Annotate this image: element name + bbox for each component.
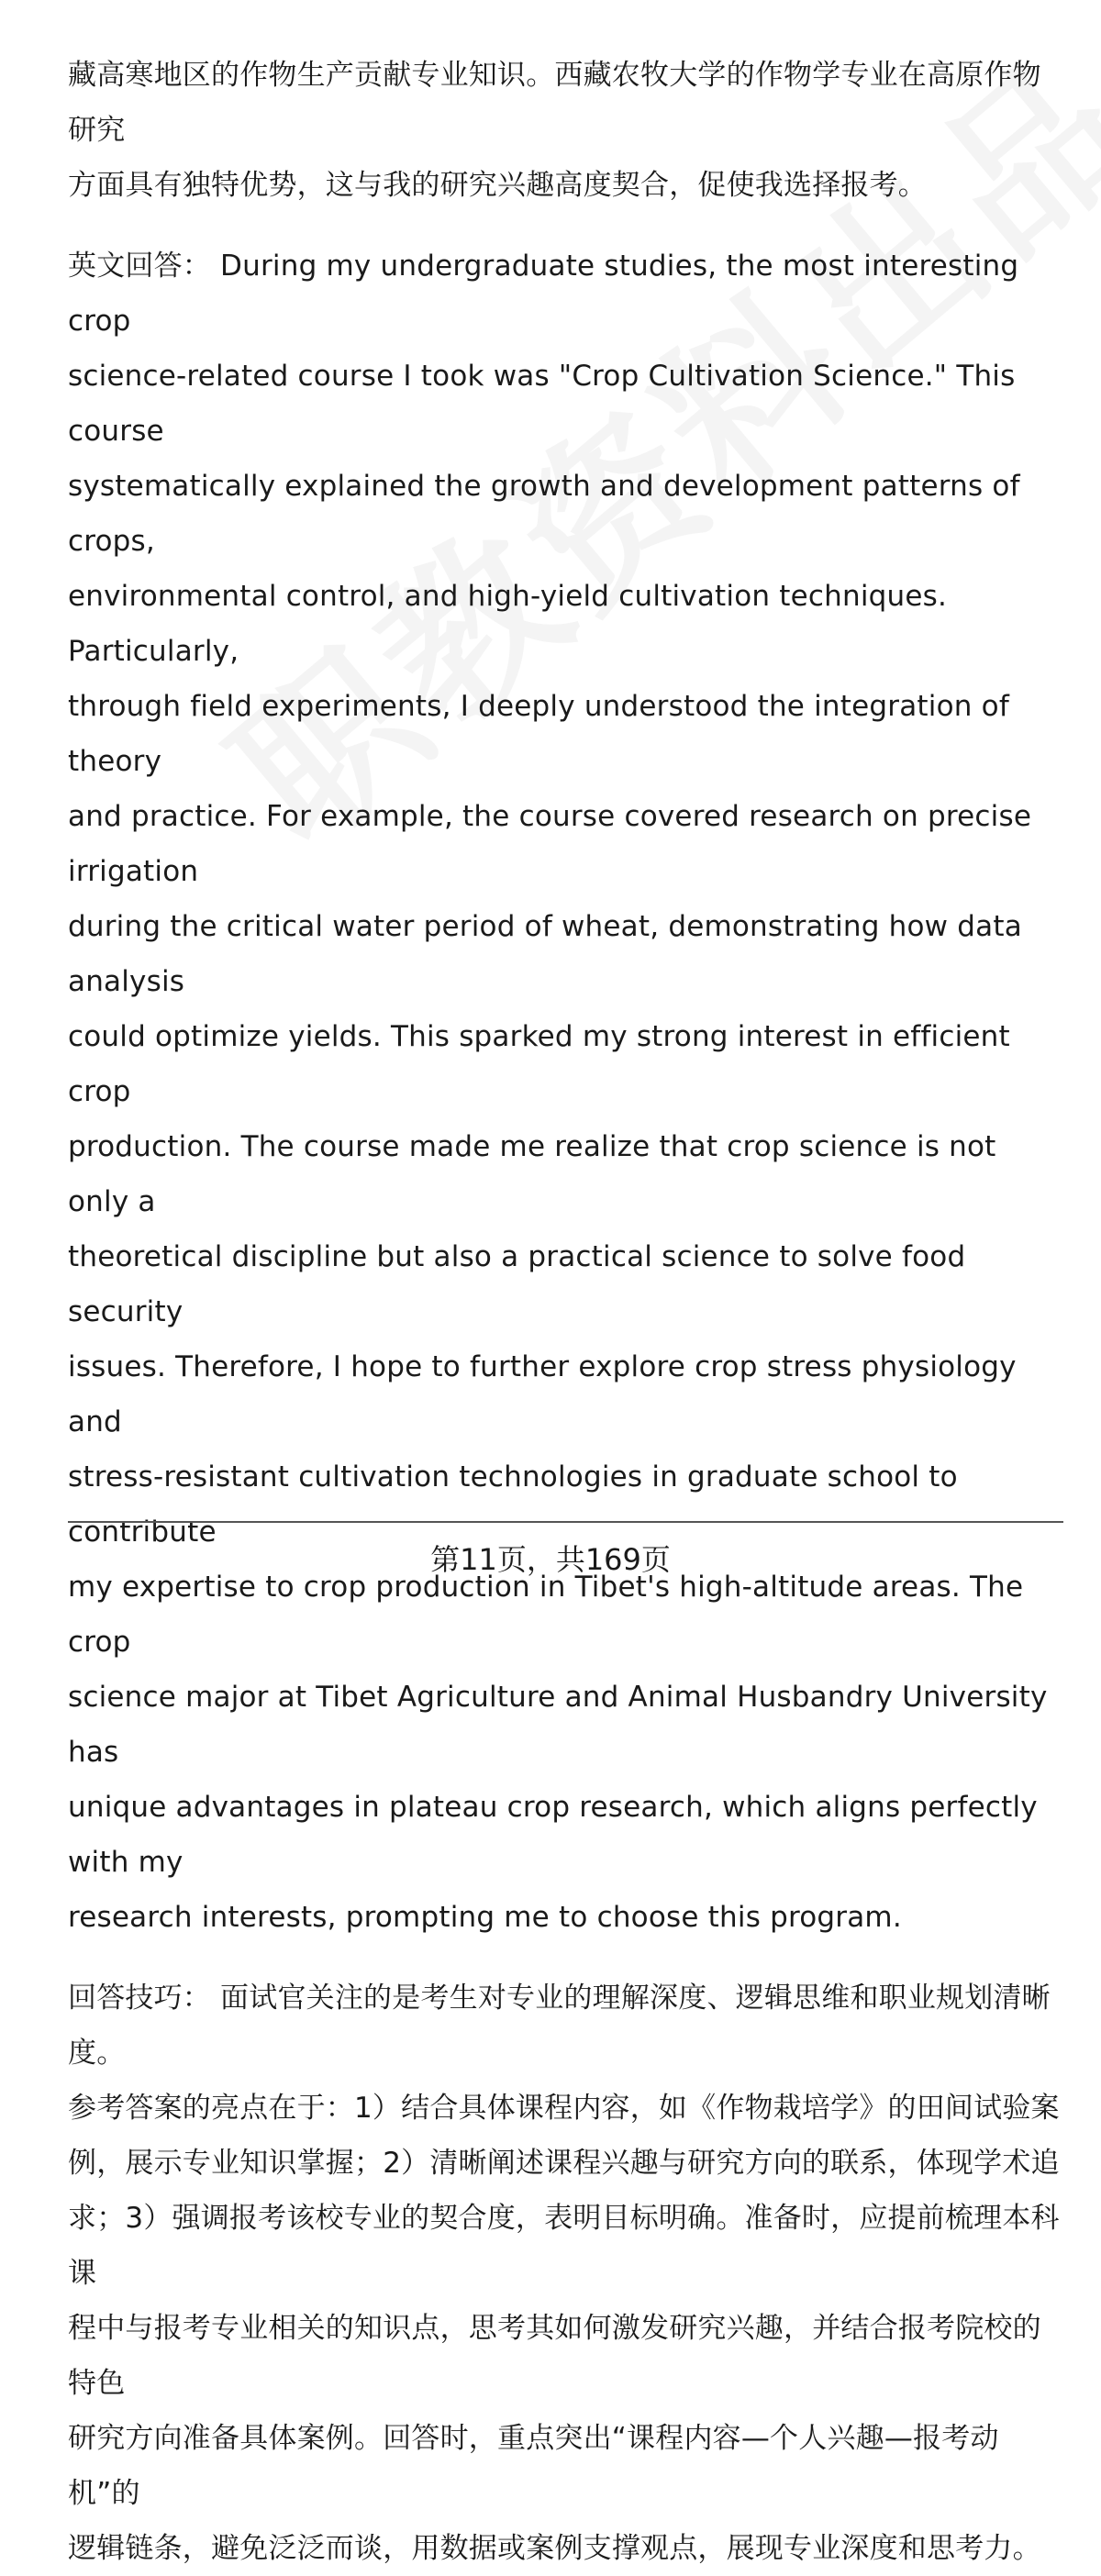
paragraph-answer-tips: 回答技巧： 面试官关注的是考生对专业的理解深度、逻辑思维和职业规划清晰度。 参考答案的亮点在于：1）结合具体课程内容，如《作物栽培学》的田间试验案 例，展示专业知识掌握；2）清晰阐述课程兴趣与研究方向的联系，体现学术追 求；3）强调报考该校专业的契合度，表明目标明确。准备时，应提前梳理本科课 程中与报考专业相关的知识点，思考其如何激发研究兴趣，并结合报考院校的特色 研究方向准备具体案例。回答时，重点突出“课程内容—个人兴趣—报考动机”的 逻辑链条，避免泛泛而谈，用数据或案例支撑观点，展现专业深度和思考力。 <box>68 1982 1060 2565</box>
page-number: 第11页，共169页 <box>430 1542 671 1577</box>
footer-divider <box>68 1521 1063 1523</box>
paragraph-english-answer: 英文回答： During my undergraduate studies, the most interesting crop science-related course I took was "Crop Cultivation Science." This course systematically explained the growth and development patterns of crops, environmental control, and high-yield cultivation techniques. Particularly, through field experiments, I deeply understood the integration of theory and practice. For example, the course covered research on precise irrigation during the critical water period of wheat, demonstrating how data analysis could optimize yields. This sparked my strong interest in efficient crop production. The course made me realize that crop science is not only a theoretical discipline but also a practical science to solve food security issues. Therefore, I hope to further explore crop stress physiology and stress-resistant cultivation technologies in graduate school to contribute my expertise to crop production in Tibet's high-altitude areas. The crop science major at Tibet Agriculture and Animal Husbandry University has unique advantages in plateau crop research, which aligns perfectly with my research interests, prompting me to choose this program. <box>68 250 1048 1934</box>
document-body <box>68 48 1063 2576</box>
paragraph-chinese-continuation: 藏高寒地区的作物生产贡献专业知识。西藏农牧大学的作物学专业在高原作物研究 方面具有独特优势，这与我的研究兴趣高度契合，促使我选择报考。 <box>68 59 1041 202</box>
